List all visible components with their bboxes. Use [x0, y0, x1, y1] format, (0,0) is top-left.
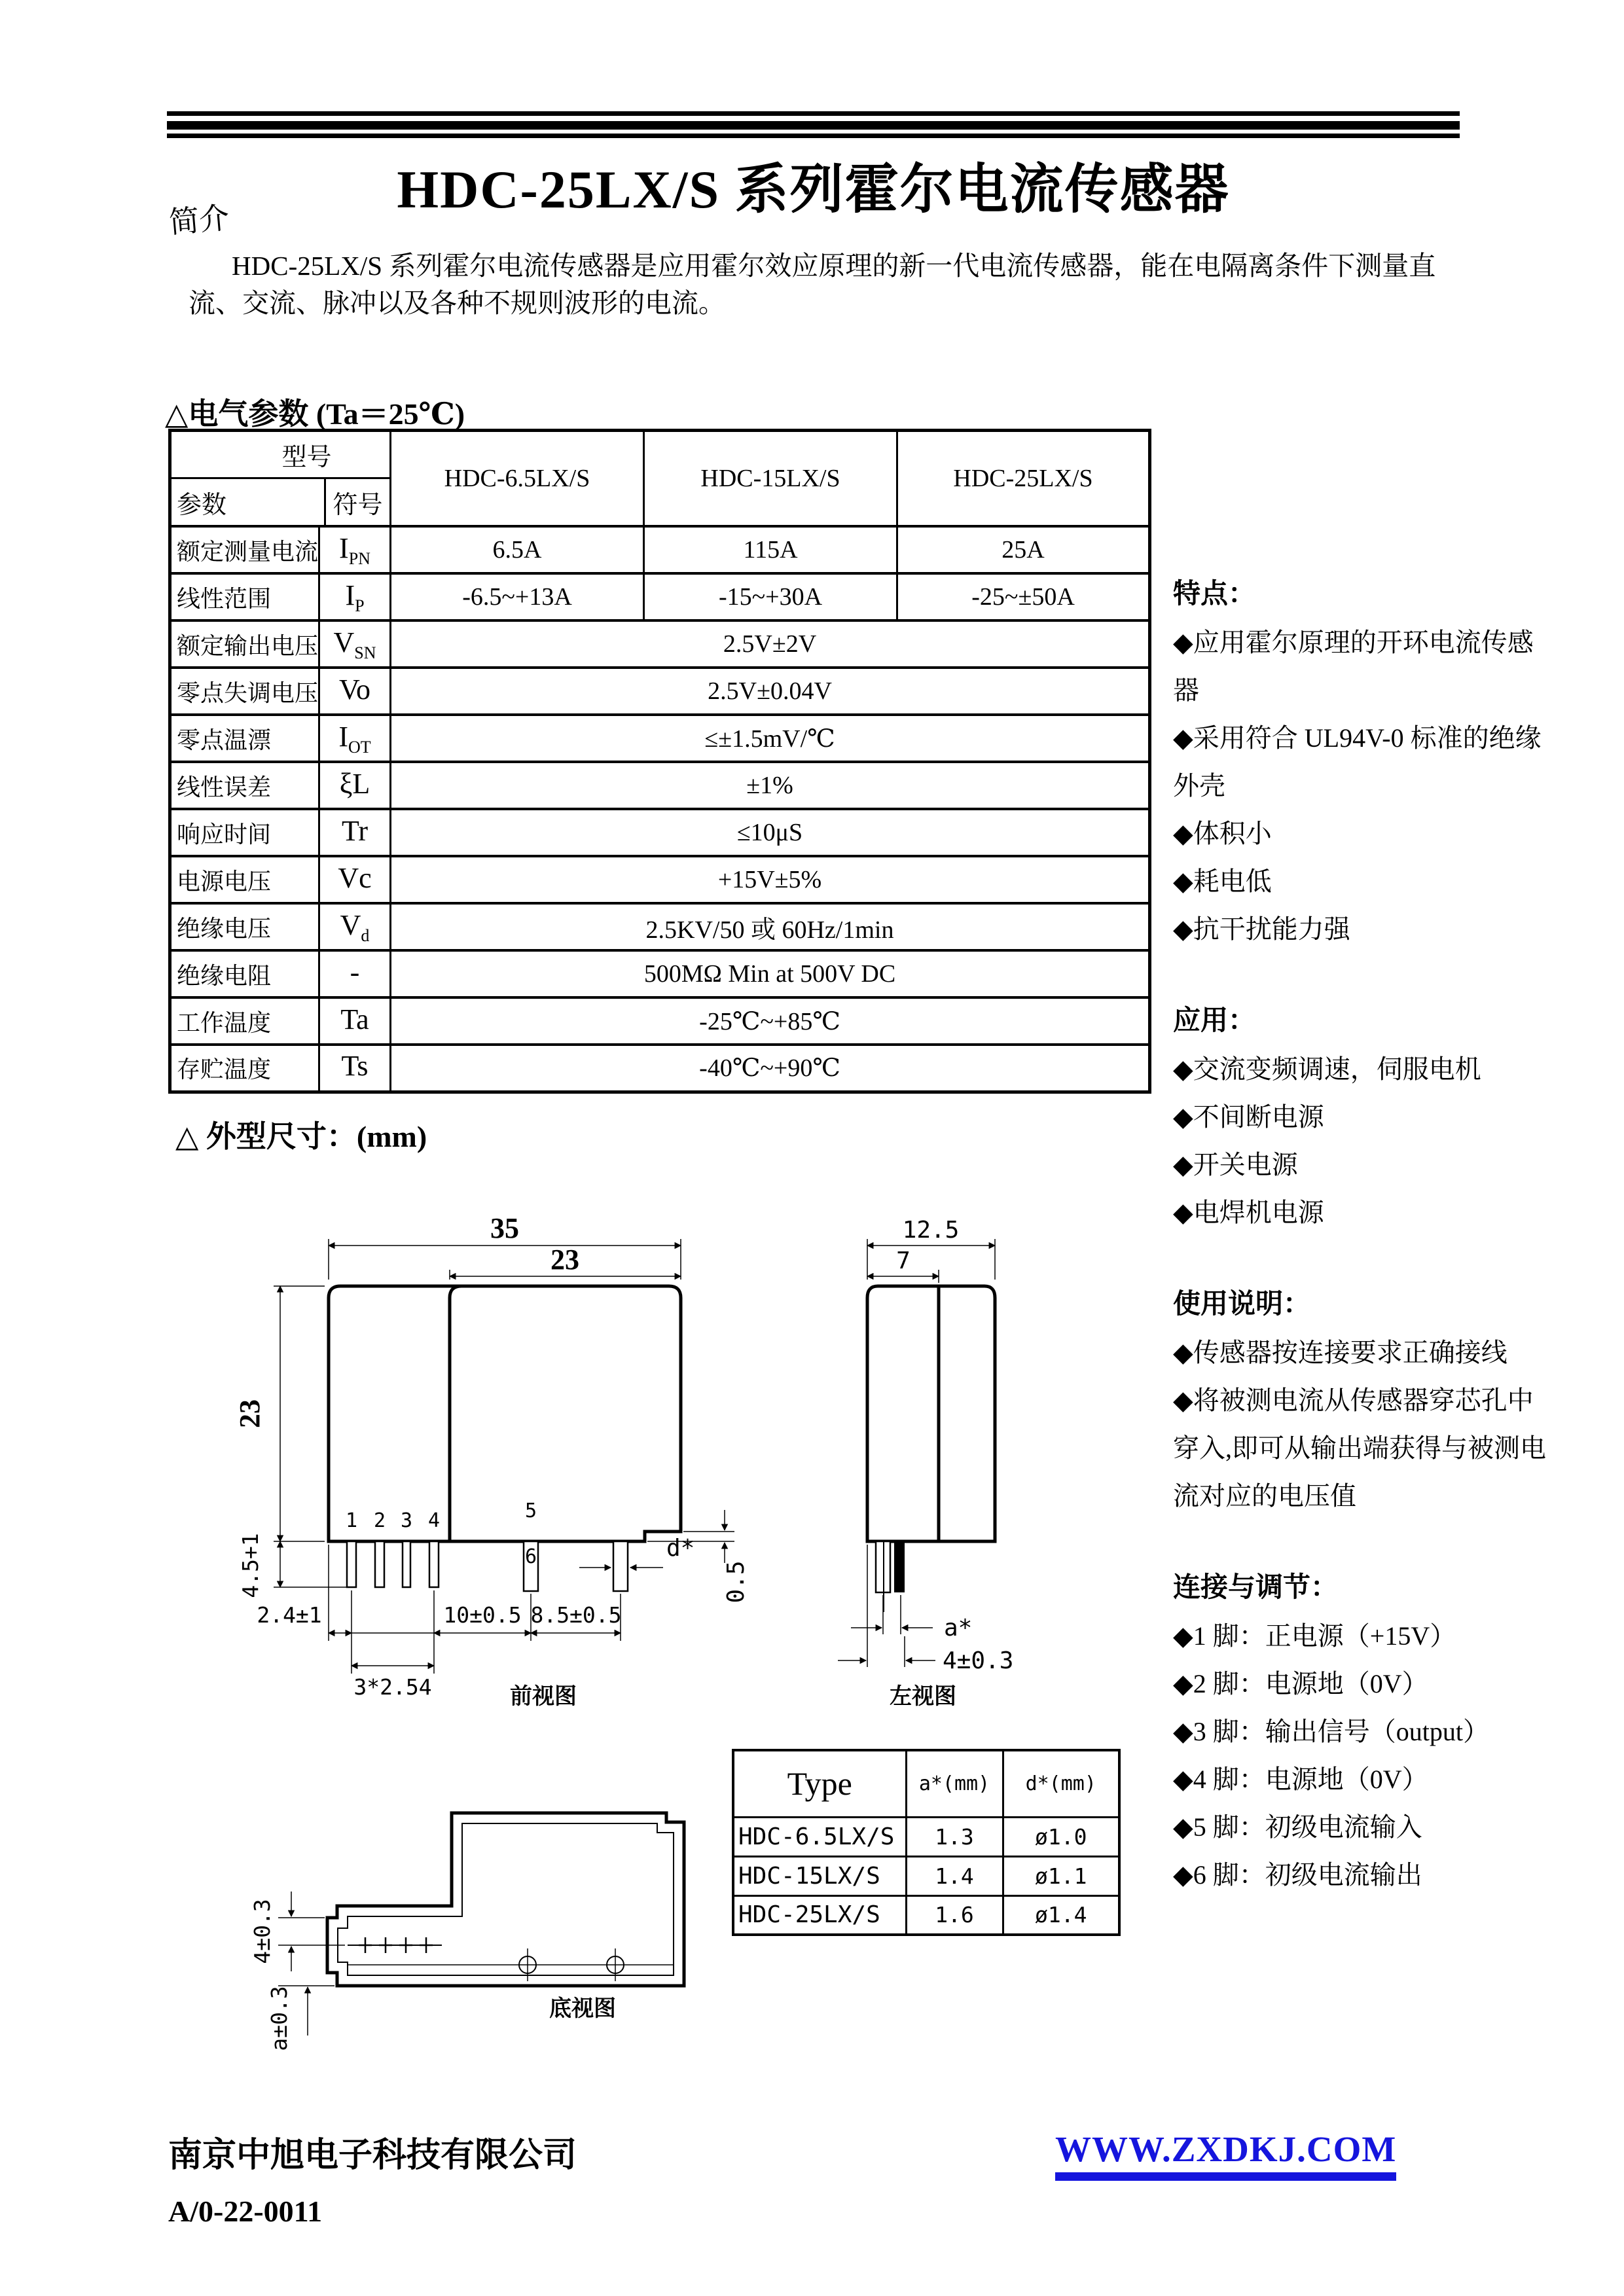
- corner-cell: [170, 431, 391, 527]
- left-view-drawing: [772, 1214, 1139, 1731]
- dim-pin-diameter: d*: [666, 1535, 695, 1562]
- table-row: 额定输出电压 $V_{SN}$ 2.5V±2V: [170, 620, 1150, 668]
- dim-mid-span: 10±0.5: [443, 1602, 522, 1628]
- dim-width-23: 23: [550, 1244, 579, 1276]
- model-header-1: HDC-6.5LX/S: [391, 431, 644, 527]
- pin-description: ◆1 脚：正电源（+15V）: [1173, 1621, 1456, 1651]
- pin-description: ◆2 脚：电源地（0V）: [1173, 1669, 1428, 1698]
- pin-label-1: 1: [345, 1509, 358, 1532]
- table-row: 绝缘电阻 - 500MΩ Min at 500V DC: [170, 950, 1150, 997]
- table-row: 线性范围 $I_P$ -6.5~+13A -15~+30A -25~±50A: [170, 573, 1150, 620]
- pin-label-6: 6: [524, 1545, 537, 1568]
- dim-depth-125: 12.5: [902, 1217, 960, 1244]
- pin-label-4: 4: [427, 1509, 441, 1532]
- dim-pin-pitch: 3*2.54: [353, 1674, 432, 1700]
- website-link[interactable]: WWW.ZXDKJ.COM: [1055, 2128, 1396, 2181]
- pin-description: ◆4 脚：电源地（0V）: [1173, 1765, 1428, 1794]
- connection-heading: 连接与调节：: [1173, 1573, 1339, 1603]
- electrical-heading-cjk: △电气参数: [165, 397, 309, 431]
- dim-pin-a: a*: [944, 1615, 973, 1641]
- d-header: d*(mm): [1003, 1750, 1119, 1817]
- bottom-body-outline: [327, 1813, 684, 1986]
- dim-bottom-4: 4±0.3: [249, 1899, 275, 1964]
- feature-item: ◆耗电低: [1173, 867, 1272, 896]
- pin-label-5: 5: [524, 1499, 537, 1522]
- feature-item: ◆体积小: [1173, 819, 1272, 848]
- features-heading: 特点：: [1173, 579, 1256, 609]
- usage-item: ◆传感器按连接要求正确接线: [1173, 1338, 1507, 1367]
- application-item: ◆电焊机电源: [1173, 1198, 1324, 1227]
- front-pins: [347, 1541, 628, 1591]
- dim-depth-7: 7: [896, 1247, 911, 1274]
- right-notes-column: [1173, 571, 1553, 1899]
- type-table-row: HDC-6.5LX/S 1.3 ø1.0: [733, 1817, 1119, 1856]
- dim-bottom-a: a±0.3: [266, 1986, 292, 2051]
- table-row: 绝缘电压 $V_d$ 2.5KV/50 或 60Hz/1min: [170, 903, 1150, 950]
- connection-section: [1173, 1564, 1553, 1899]
- top-rule-2: [167, 121, 1460, 130]
- table-row: 响应时间 Tr ≤10μS: [170, 809, 1150, 856]
- electrical-heading-latin: (Ta＝25℃): [308, 397, 465, 431]
- features-section: [1173, 571, 1553, 953]
- applications-section: [1173, 997, 1553, 1236]
- type-table-row: HDC-15LX/S 1.4 ø1.1: [733, 1856, 1119, 1895]
- corner-type-label: 型号: [171, 432, 389, 479]
- dim-right-span: 8.5±0.5: [530, 1602, 622, 1628]
- usage-item: ◆将被测电流从传感器穿芯孔中穿入,即可从输出端获得与被测电流对应的电压值: [1173, 1386, 1546, 1511]
- type-table-header-row: [733, 1750, 1119, 1817]
- model-header-3: HDC-25LX/S: [897, 431, 1150, 527]
- table-row: 零点失调电压 Vo 2.5V±0.04V: [170, 668, 1150, 715]
- feature-item: ◆应用霍尔原理的开环电流传感器: [1173, 628, 1534, 705]
- dim-step-height: 0.5: [723, 1560, 749, 1604]
- electrical-params-table: [168, 429, 1151, 1094]
- table-row: 存贮温度 Ts -40℃~+90℃: [170, 1045, 1150, 1092]
- table-row: 线性误差 ξL ±1%: [170, 762, 1150, 809]
- table-row: 零点温漂 $I_{OT}$ ≤±1.5mV/℃: [170, 715, 1150, 762]
- a-header: a*(mm): [906, 1750, 1003, 1817]
- dim-height-23: 23: [234, 1399, 266, 1428]
- corner-symbol-label: 符号: [333, 491, 383, 519]
- application-item: ◆不间断电源: [1173, 1102, 1324, 1132]
- bottom-view-drawing: [216, 1728, 740, 2068]
- model-header-2: HDC-15LX/S: [644, 431, 897, 527]
- bottom-pin-marks: [348, 1937, 442, 1953]
- pin-description: ◆3 脚：输出信号（output）: [1173, 1717, 1489, 1746]
- table-header-row: [170, 431, 1150, 527]
- type-header: Type: [733, 1750, 906, 1817]
- type-table-row: HDC-25LX/S 1.6 ø1.4: [733, 1895, 1119, 1935]
- bottom-view-caption: 底视图: [549, 1997, 616, 2021]
- front-view-drawing: [216, 1214, 759, 1731]
- table-row: 电源电压 Vc +15V±5%: [170, 856, 1150, 903]
- pin-label-2: 2: [373, 1509, 386, 1532]
- application-item: ◆开关电源: [1173, 1150, 1298, 1179]
- intro-paragraph: HDC-25LX/S 系列霍尔电流传感器是应用霍尔效应原理的新一代电流传感器，能在电隔离条件下测量直流、交流、脉冲以及各种不规则波形的电流。: [189, 251, 1436, 318]
- intro-section-label: 简介: [168, 201, 231, 240]
- pin-description: ◆5 脚：初级电流输入: [1173, 1812, 1422, 1842]
- pin-label-3: 3: [400, 1509, 413, 1532]
- feature-item: ◆抗干扰能力强: [1173, 914, 1350, 944]
- usage-section: [1173, 1281, 1553, 1520]
- table-row: 额定测量电流 $I_{PN}$ 6.5A 115A 25A: [170, 526, 1150, 573]
- page-title: HDC-25LX/S 系列霍尔电流传感器: [397, 160, 1230, 219]
- company-name: 南京中旭电子科技有限公司: [168, 2137, 577, 2174]
- left-dim-lines: [838, 1239, 995, 1667]
- top-rule-3: [167, 134, 1460, 138]
- dim-pin-length: 4.5+1: [238, 1533, 263, 1598]
- dim-pin-4: 4±0.3: [943, 1647, 1014, 1674]
- front-body-outline: [329, 1286, 681, 1541]
- table-row: 工作温度 Ta -25℃~+85℃: [170, 997, 1150, 1045]
- bottom-hole-marks: [348, 1948, 674, 1981]
- left-body-outline: [867, 1286, 995, 1541]
- dim-left-offset: 2.4±1: [257, 1602, 322, 1628]
- type-dimension-table: [732, 1749, 1121, 1936]
- dimensions-heading: △ 外型尺寸：(mm): [175, 1120, 427, 1153]
- electrical-params-heading: [165, 390, 465, 433]
- front-view-caption: 前视图: [510, 1685, 577, 1709]
- corner-param-label: 参数: [171, 479, 326, 525]
- left-view-caption: 左视图: [890, 1685, 956, 1709]
- application-item: ◆交流变频调速，伺服电机: [1173, 1054, 1481, 1084]
- applications-heading: 应用：: [1173, 1006, 1256, 1036]
- document-number: A/0-22-0011: [168, 2195, 323, 2228]
- top-rule-1: [167, 111, 1460, 116]
- usage-heading: 使用说明：: [1173, 1289, 1311, 1319]
- dim-width-35: 35: [490, 1214, 519, 1244]
- pin-description: ◆6 脚：初级电流输出: [1173, 1860, 1422, 1890]
- feature-item: ◆采用符合 UL94V-0 标准的绝缘外壳: [1173, 723, 1542, 800]
